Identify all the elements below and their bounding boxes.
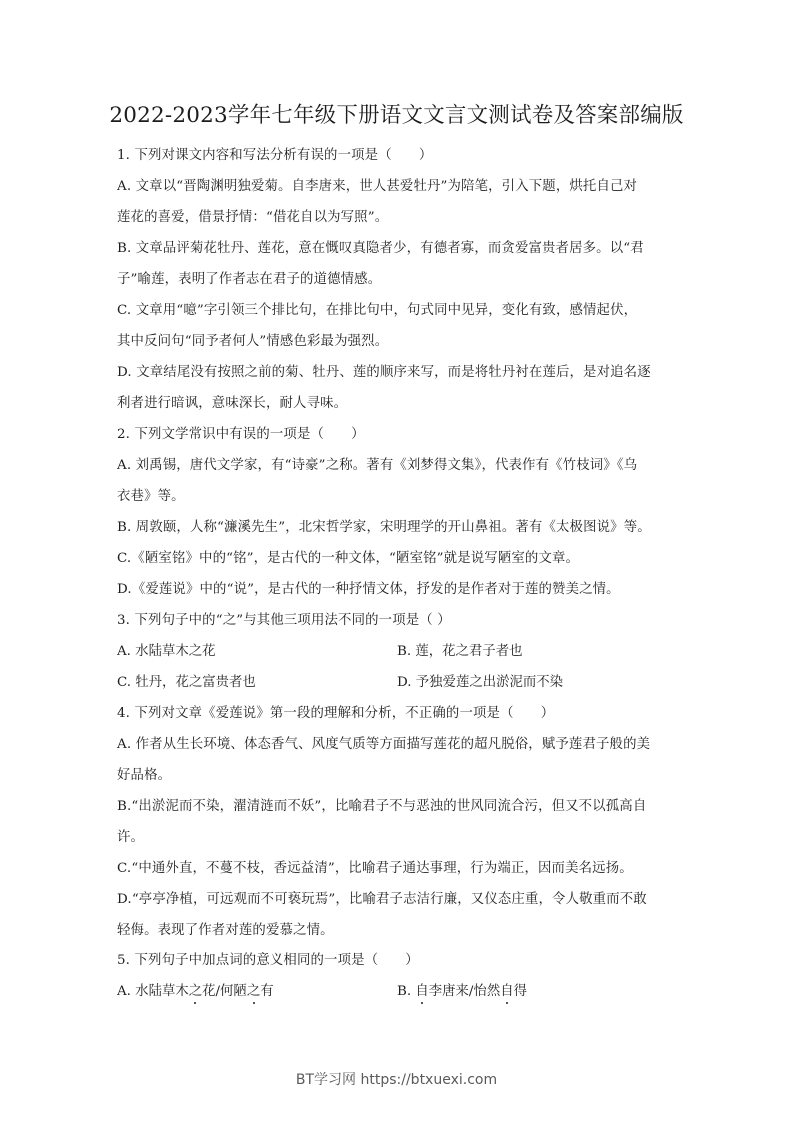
option-a-line-2: 衣巷》等。 <box>117 489 185 504</box>
options-row-cd <box>117 667 677 698</box>
option-c: C.《陋室铭》中的“铭”，是古代的一种文体，“陋室铭”就是说写陋室的文章。 <box>117 551 580 566</box>
option-c: C.“中通外直，不蔓不枝，香远益清”，比喻君子通达事理，行为端正，因而美名远扬。 <box>117 861 633 876</box>
option-a: A. 水陆草木之花 <box>117 644 216 659</box>
option-b-line-1: B.“出淤泥而不染，濯清涟而不妖”，比喻君子不与恶浊的世风同流合污，但又不以孤高自 <box>117 799 647 814</box>
question-4 <box>117 698 677 946</box>
option-text: B. <box>397 984 416 999</box>
option-d-line-1: D. 文章结尾没有按照之前的菊、牡丹、莲的顺序来写，而是将牡丹衬在莲后，是对追名逐 <box>117 365 651 380</box>
option-a-line-1: A. 文章以“晋陶渊明独爱菊。自李唐来，世人甚爱牡丹”为陪笔，引入下题，烘托自己对 <box>117 179 638 194</box>
question-5 <box>117 946 677 1007</box>
question-1 <box>117 140 677 419</box>
option-c-line-2: 其中反问句“同予者何人”情感色彩最为强烈。 <box>117 334 389 349</box>
option-text: 花/何陋 <box>202 984 247 999</box>
option-text: 有 <box>260 984 274 999</box>
option-b-line-2: 许。 <box>117 830 145 845</box>
option-b: B. 周敦颐，人称“濂溪先生”，北宋哲学家，宋明理学的开山鼻祖。著有《太极图说》等。 <box>117 520 651 535</box>
option-d-line-1: D.“亭亭净植，可远观而不可亵玩焉”，比喻君子志洁行廉，又仪态庄重，令人敬重而不敢 <box>117 892 647 907</box>
option-c-line-1: C. 文章用“噫”字引领三个排比句，在排比句中，句式同中见异，变化有致，感情起伏， <box>117 303 638 318</box>
option-a-line-1: A. 刘禹锡，唐代文学家，有“诗豪”之称。著有《刘梦得文集》，代表作有《竹枝词》《乌 <box>117 458 638 473</box>
option-text: 得 <box>513 984 527 999</box>
question-stem: 1. 下列对课文内容和写法分析有误的一项是（ ） <box>117 148 433 163</box>
option-d: D.《爱莲说》中的“说”，是古代的一种抒情文体，抒发的是作者对于莲的赞美之情。 <box>117 582 620 597</box>
emphasis-dotted-word: 自 <box>500 976 513 1007</box>
option-text: A. 水陆草木 <box>117 984 189 999</box>
option-d-line-2: 利者进行暗讽，意味深长，耐人寻味。 <box>117 396 348 411</box>
option-b-line-2: 子”喻莲，表明了作者志在君子的道德情感。 <box>117 272 382 287</box>
option-d: D. 予独爱莲之出淤泥而不染 <box>397 675 564 690</box>
option-b-line-1: B. 文章品评菊花牡丹、莲花，意在慨叹真隐者少，有德者寡，而贪爱富贵者居多。以“君 <box>117 241 644 256</box>
option-text: 李唐来/怡然 <box>428 984 501 999</box>
option-d-line-2: 轻侮。表现了作者对莲的爱慕之情。 <box>117 923 334 938</box>
option-a-line-2: 莲花的喜爱，借景抒情：“借花自以为写照”。 <box>117 210 389 225</box>
option-b: B. 莲，花之君子者也 <box>397 644 523 659</box>
option-a-line-1: A. 作者从生长环境、体态香气、风度气质等方面描写莲花的超凡脱俗，赋予莲君子般的美 <box>117 737 651 752</box>
emphasis-dotted-word: 自 <box>415 976 428 1007</box>
options-row-ab <box>117 976 677 1007</box>
option-b <box>397 976 677 1007</box>
question-2 <box>117 419 677 605</box>
question-stem: 4. 下列对文章《爱莲说》第一段的理解和分析，不正确的一项是（ ） <box>117 706 555 721</box>
question-stem: 2. 下列文学常识中有误的一项是（ ） <box>117 427 365 442</box>
question-stem: 5. 下列句子中加点词的意义相同的一项是（ ） <box>117 953 419 968</box>
option-a-line-2: 好品格。 <box>117 768 172 783</box>
options-row-ab <box>117 636 677 667</box>
option-a <box>117 976 397 1007</box>
question-list <box>117 140 677 1007</box>
option-c: C. 牡丹，花之富贵者也 <box>117 675 256 690</box>
page-title: 2022-2023学年七年级下册语文文言文测试卷及答案部编版 <box>109 103 684 128</box>
emphasis-dotted-word: 之 <box>247 976 260 1007</box>
watermark-footer: BT学习网 https://btxuexi.com <box>295 1072 498 1088</box>
question-3 <box>117 605 677 698</box>
emphasis-dotted-word: 之 <box>189 976 202 1007</box>
question-stem: 3. 下列句子中的“之”与其他三项用法不同的一项是（ ） <box>117 613 451 628</box>
